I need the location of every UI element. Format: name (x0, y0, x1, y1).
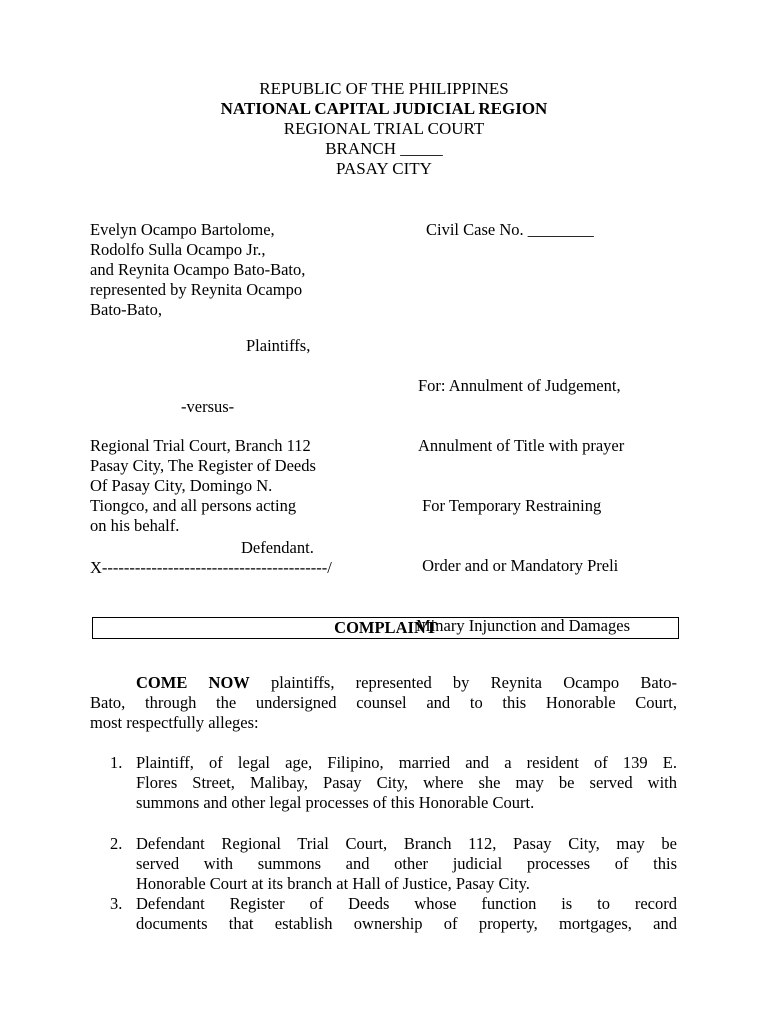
allegation-line: Plaintiff, of legal age, Filipino, married and a resident of 139 E. (136, 753, 677, 772)
intro-line-1 (90, 673, 677, 693)
defendant-line: Regional Trial Court, Branch 112 (90, 436, 311, 455)
allegation-item (110, 894, 677, 934)
allegation-line: Defendant Register of Deeds whose function is to record (136, 894, 677, 913)
complaint-title: COMPLAINT (92, 617, 679, 639)
intro-lead: COME NOW (136, 673, 250, 692)
caption-separator: X-----------------------------------------/ (90, 558, 332, 577)
plaintiff-line: and Reynita Ocampo Bato-Bato, (90, 260, 306, 279)
defendants-names (90, 436, 316, 536)
plaintiffs-label: Plaintiffs, (246, 336, 311, 355)
defendant-line: Of Pasay City, Domingo N. (90, 476, 273, 495)
allegation-item (110, 753, 677, 813)
allegation-line: served with summons and other judicial processes of this (136, 854, 677, 873)
defendant-line: Tiongco, and all persons acting (90, 496, 297, 515)
plaintiff-line: represented by Reynita Ocampo (90, 280, 303, 299)
header-city: PASAY CITY (336, 159, 432, 178)
header-branch: BRANCH _____ (325, 139, 443, 158)
plaintiffs-names (90, 220, 305, 320)
allegation-line: documents that establish ownership of property, mortgages, and (136, 914, 677, 933)
allegation-number: 2. (110, 834, 123, 853)
intro-line-1-text: plaintiffs, represented by Reynita Ocampo Bato- (249, 673, 677, 692)
header-court: REGIONAL TRIAL COURT (283, 119, 485, 138)
allegation-line: summons and other legal processes of this Honorable Court. (136, 793, 535, 812)
allegation-number: 1. (110, 753, 123, 772)
nature-line: Annulment of Title with prayer (418, 436, 625, 455)
plaintiff-line: Evelyn Ocampo Bartolome, (90, 220, 275, 239)
header-republic: REPUBLIC OF THE PHILIPPINES (259, 79, 509, 98)
defendant-line: on his behalf. (90, 516, 180, 535)
plaintiff-line: Bato-Bato, (90, 300, 162, 319)
defendant-line: Pasay City, The Register of Deeds (90, 456, 316, 475)
nature-line: Order and or Mandatory Preli (418, 556, 619, 575)
nature-line: For: Annulment of Judgement, (418, 376, 621, 395)
allegation-item (110, 834, 677, 894)
versus-label: -versus- (181, 397, 235, 416)
nature-line: Minary Injunction and Damages (416, 616, 630, 635)
plaintiff-line: Rodolfo Sulla Ocampo Jr., (90, 240, 266, 259)
nature-of-action (418, 336, 630, 656)
allegation-line: Flores Street, Malibay, Pasay City, where she may be served with (136, 773, 677, 792)
allegation-line: Honorable Court at its branch at Hall of Justice, Pasay City. (136, 874, 530, 893)
defendant-label: Defendant. (241, 538, 314, 557)
header-judicial-region: NATIONAL CAPITAL JUDICIAL REGION (220, 99, 548, 118)
intro-line-3: most respectfully alleges: (90, 713, 259, 732)
intro-paragraph (90, 673, 677, 733)
civil-case-number: Civil Case No. ________ (426, 220, 594, 239)
nature-line: For Temporary Restraining (418, 496, 602, 515)
intro-line-2: Bato, through the undersigned counsel and to this Honorable Court, (90, 693, 677, 712)
allegation-line: Defendant Regional Trial Court, Branch 112, Pasay City, may be (136, 834, 677, 853)
allegation-number: 3. (110, 894, 123, 913)
